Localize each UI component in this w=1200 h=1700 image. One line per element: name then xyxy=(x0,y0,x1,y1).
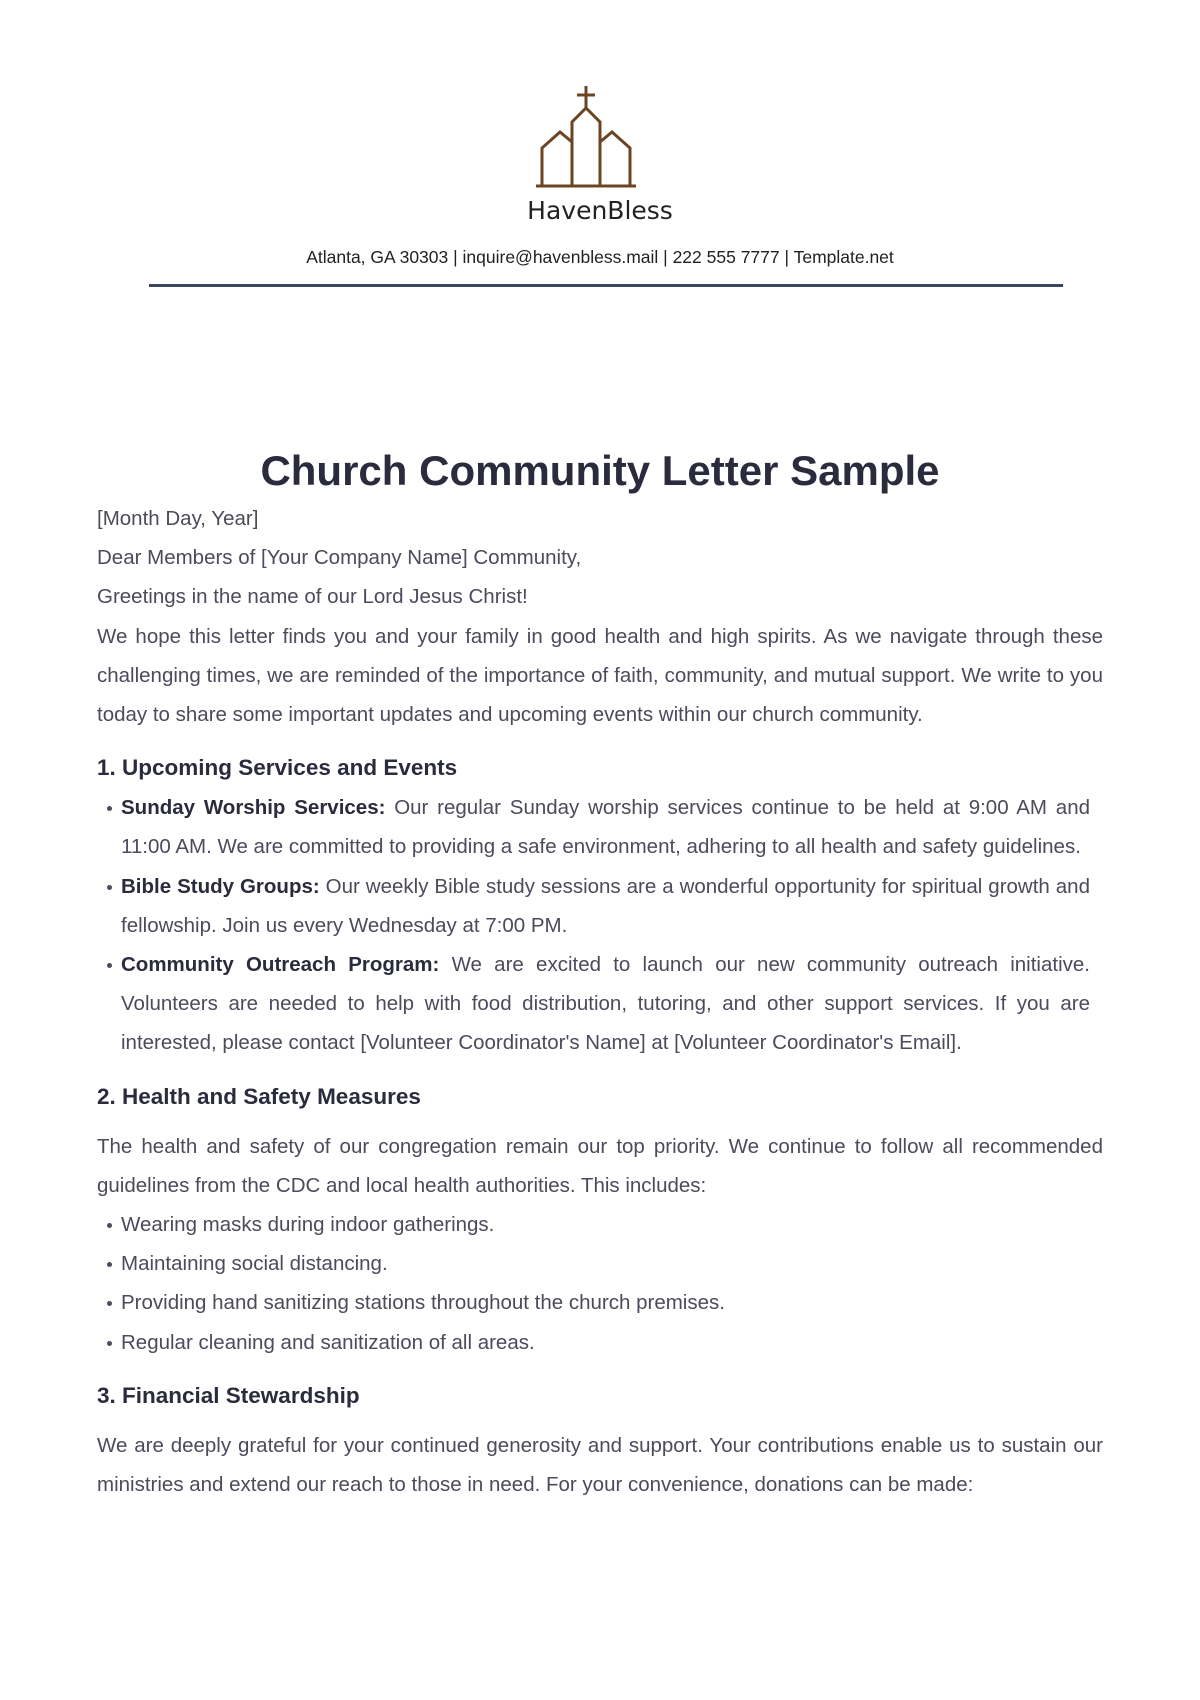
section-paragraph: The health and safety of our congregation remain our top priority. We continue to follow all recommended guidelines from the CDC and local health authorities. This includes: xyxy=(97,1134,1103,1197)
item-text: Our weekly Bible study sessions are a wonderful opportunity for spiritual growth and fellowship. Join us every Wednesday at 7:00 PM. xyxy=(121,874,1090,937)
section-heading: 3. Financial Stewardship xyxy=(97,1382,360,1408)
section-paragraph: We are deeply grateful for your continued generosity and support. Your contributions enable us to sustain our ministries and extend our reach to those in need. For your convenience, donations can be made: xyxy=(97,1433,1103,1497)
list-item: Wearing masks during indoor gatherings. xyxy=(121,1205,1090,1244)
item-text: We are excited to launch our new community outreach initiative. Volunteers are needed to help with food distribution, tutoring, and other support services. If you are interested, please contact [Volunteer Coordinator's Name] at [Volunteer Coordinator's Email]. xyxy=(121,953,1090,1055)
salutation: Dear Members of [Your Company Name] Community, xyxy=(97,546,582,570)
list-item: Maintaining social distancing. xyxy=(121,1244,1090,1283)
header-divider xyxy=(149,284,1063,287)
section-heading: 2. Health and Safety Measures xyxy=(97,1083,421,1109)
letter-body xyxy=(97,443,1103,1504)
brand-name: HavenBless xyxy=(527,196,673,225)
contact-line: Atlanta, GA 30303 | inquire@havenbless.mail | 222 555 7777 | Template.net xyxy=(306,247,894,267)
events-list xyxy=(97,788,1103,1062)
item-label: Bible Study Groups: xyxy=(121,874,320,898)
item-label: Sunday Worship Services: xyxy=(121,796,386,820)
letter-title: Church Community Letter Sample xyxy=(260,447,940,494)
list-item xyxy=(121,945,1090,1063)
list-item xyxy=(121,788,1090,866)
intro-paragraph: We hope this letter finds you and your family in good health and high spirits. As we navigate through these challenging times, we are reminded of the importance of faith, community, and mutual support. We write to you today to share some important updates and upcoming events within our church community. xyxy=(97,624,1103,727)
church-logo-icon xyxy=(528,84,644,196)
list-item: Regular cleaning and sanitization of all areas. xyxy=(121,1323,1090,1362)
item-label: Community Outreach Program: xyxy=(121,953,440,977)
greeting: Greetings in the name of our Lord Jesus Christ! xyxy=(97,585,528,609)
safety-list xyxy=(97,1205,1103,1362)
section-heading: 1. Upcoming Services and Events xyxy=(97,755,458,781)
letter-date: [Month Day, Year] xyxy=(97,507,259,530)
item-text: Our regular Sunday worship services continue to be held at 9:00 AM and 11:00 AM. We are committed to providing a safe environment, adhering to all health and safety guidelines. xyxy=(121,796,1090,859)
list-item xyxy=(121,867,1090,945)
list-item: Providing hand sanitizing stations throughout the church premises. xyxy=(121,1283,1090,1322)
